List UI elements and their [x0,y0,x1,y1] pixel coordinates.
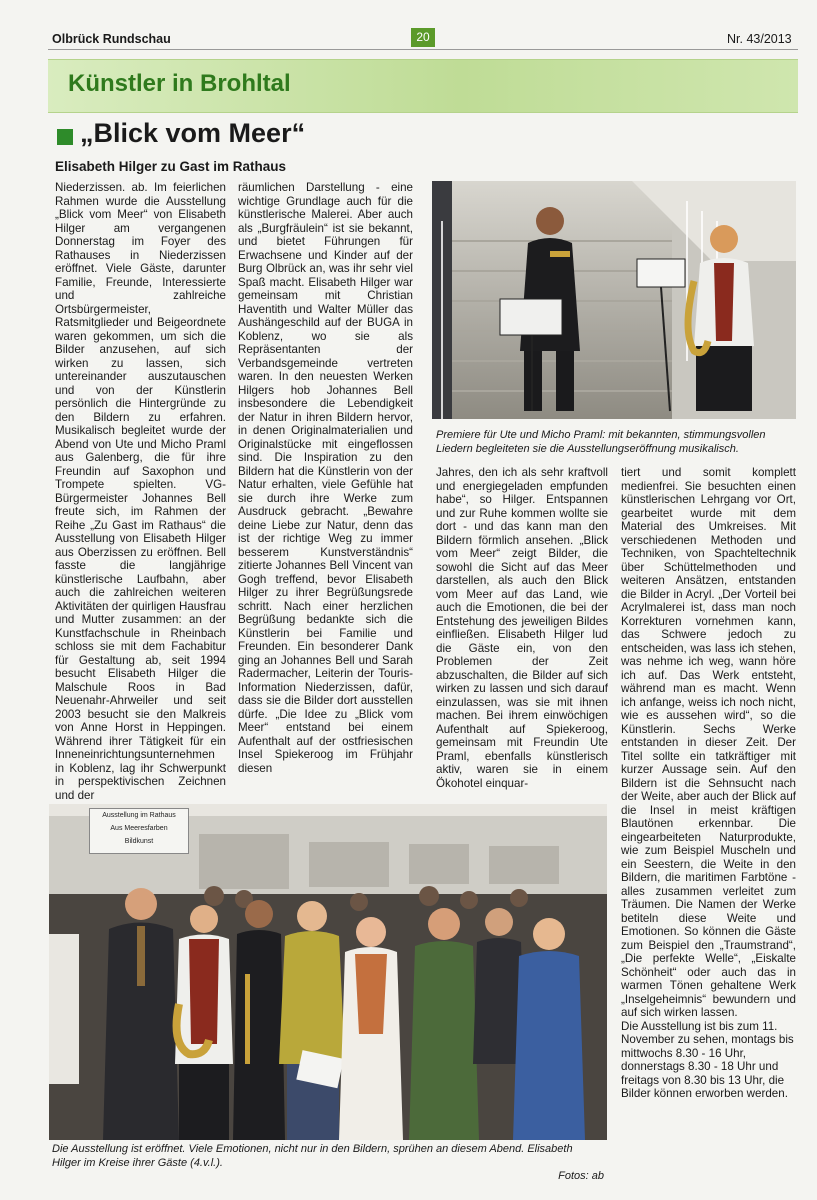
article-column-3 [436,466,608,790]
article-headline: „Blick vom Meer“ [80,118,306,148]
publication-name: Olbrück Rundschau [52,32,171,46]
photo-credit: Fotos: ab [558,1170,604,1182]
photo-sign [89,808,189,854]
article-column-4 [621,466,796,1101]
section-title: Künstler in Brohltal [68,70,291,97]
photo-sign-line-3: Bildkunst [124,838,154,845]
column-4-closing: Die Ausstellung ist bis zum 11. November zu sehen, montags bis mittwochs 8.30 - 16 Uhr, donnerstags 8.30 - 18 Uhr und freitags von 8.30 bis 13 Uhr, die Bilder können erworben werden. [621,1019,794,1100]
photo-sign-line-1: Ausstellung im Rathaus [102,812,176,819]
page-number: 20 [411,28,435,47]
issue-number: Nr. 43/2013 [727,32,792,46]
article-subheadline: Elisabeth Hilger zu Gast im Rathaus [55,159,287,174]
headline-marker [57,129,73,145]
header-rule [48,49,798,50]
photo-group-caption [52,1143,604,1184]
column-4-text: tiert und somit komplett medienfrei. Sie besuchten einen künstlerischen Lehrgang vor Ort, gearbeitet wurde mit dem Material des Umkreises. Mit verschiedenen Methoden und Techniken, von Spachteltechnik über Schüttelmethoden und weiteren Ansätzen, entstanden die Bilder in Acryl. „Der Vorteil bei Acrylmalerei ist, dass man noch Korrekturen vornehmen kann, das Schwere jedoch zu entscheiden, was lass ich stehen, was nehme ich weg, wann höre ich auf. Das Werk entsteht, während man es macht. Wenn ich anfange, weiss ich noch nicht, wie es aussehen wird“, so die Künstlerin. Sechs Werke entstanden in dieser Zeit. Der Titel sollte ein tatkräftiger mit kurzer Aussage sein. Auf den Bildern ist die Sehnsucht nach der Weite, aber auch der Blick auf die Insel in meist kräftigen Blautönen erkennbar. Die eingearbeiteten Naturprodukte, wie zum Beispiel Muscheln und ein Seestern, die Weite in den Bildern, die maritimen Farbtöne - alles zusammen verleitet zum Träumen. Die Namen der Werke betiteln diese Weite und Emotionen. So können die Gäste zum Beispiel den „Traumstrand“, „Die perfekte Welle“, „Eiskalte Schönheit“ oder auch das in warmen Tönen gehaltene Werk „Inselgeheimnis“ bewundern und auf sich wirken lassen. [621,466,796,1019]
column-3-text: Jahres, den ich als sehr kraftvoll und energiegeladen empfunden habe“, so Hilger. Entspannen und zur Ruhe kommen wollte sie dort - und das kann man den Bildern förmlich ansehen. „Blick vom Meer“ zeigt Bilder, die sowohl die Sicht auf das Meer darstellen, als auch den Blick vom Meer auf das Land, wie auch die Emotionen, die bei der Entstehung des jeweiligen Bildes einfließen. Elisabeth Hilger lud die Gäste ein, von den Problemen der Zeit abzuschalten, die Bilder auf sich wirken zu lassen und sich darauf einzulassen, was sie mit ihnen machen. Bei ihrem einwöchigen Aufenthalt auf Spiekeroog, gemeinsam mit Freundin Ute Praml, ebenfalls künstlerisch aktiv, waren sie in einem Ökohotel einquar- [436,466,608,790]
article-column-1 [55,181,226,802]
photo-sign-line-2: Aus Meeresfarben [110,825,168,832]
group-illustration [49,804,607,1140]
photo-group-caption-text: Die Ausstellung ist eröffnet. Viele Emotionen, nicht nur in den Bildern, sprühen an diesem Abend. Elisabeth Hilger im Kreise ihrer Gäste (4.v.l.). [52,1143,573,1169]
column-1-text: Niederzissen. ab. Im feierlichen Rahmen wurde die Ausstellung „Blick vom Meer“ von Elisabeth Hilger am vergangenen Donnerstag im Foyer des Rathauses in Niederzissen eröffnet. Viele Gäste, darunter Familie, Freunde, Interessierte und zahlreiche Ortsbürgermeister, Ratsmitglieder und Beigeordnete waren gekommen, um sich die Bilder anzusehen, auf sich wirken zu lassen, sich untereinander auszutauschen und von der Künstlerin persönlich die Hintergründe zu den Bildern zu erfahren. Musikalisch begleitet wurde der Abend von Ute und Micho Praml aus Galenberg, die für ihre Freundin auf Saxophon und Trompete spielten. VG-Bürgermeister Johannes Bell freute sich, im Rahmen der Reihe „Zu Gast im Rathaus“ die Ausstellung von Elisabeth Hilger aus Oberzissen zu eröffnen. Bell fasste die langjährige künstlerische Laufbahn, aber auch die zahlreichen weiteren Aktivitäten der quirligen Hausfrau und Mutter zusammen: an der Kunstfachschule in Rheinbach schloss sie mit dem Fachabitur für Gestaltung ab, seit 1994 besucht Elisabeth Hilger die Malschule Roos in Bad Neuenahr-Ahrweiler und seit 2003 besucht sie den Malkreis von Anne Horst in Heppingen. Während ihrer Tätigkeit für ein Inneneinrichtungsunternehmen in Koblenz, lag ihr Schwerpunkt in perspektivischen Zeichnen und der [55,181,226,802]
photo-group [49,804,607,1140]
column-2-text: räumlichen Darstellung - eine wichtige Grundlage auch für die künstlerische Malerei. Aber auch als „Burgfräulein“ ist sie bekannt, und bietet Führungen für Erwachsene und Kinder auf der Burg Olbrück an, was ihr sehr viel Spaß macht. Elisabeth Hilger war gemeinsam mit Christian Haventith und Walter Müller das Aushängeschild auf der BUGA in Koblenz, wo sie als Repräsentanten der Verbandsgemeinde vertreten waren. In den neuesten Werken Hilgers hob Johannes Bell insbesondere die Lebendigkeit der Natur in ihren Bildern hervor, in denen Originalmaterialien und Originalstücke mit eingeflossen sind. Die Inspiration zu den Bildern hat die Künstlerin von der Natur erhalten, viele Gefühle hat sie durch ihre Werke zum Ausdruck gebracht. „Bewahre deine Liebe zur Natur, denn das ist der richtige Weg zu immer besserem Kunstverständnis“ zitierte Johannes Bell Vincent van Gogh treffend, bevor Elisabeth Hilger zu ihrer Begrüßungsrede schritt. Nach einer herzlichen Begrüßung bedankte sich die Künstlerin bei Familie und Freunden. Ein besonderer Dank ging an Johannes Bell und Sarah Radermacher, Leiterin der Touris-Information Niederzissen, dafür, dass sie die Bilder dort ausstellen dürfe. „Die Idee zu „Blick vom Meer“ entstand bei einem Aufenthalt auf der ostfriesischen Insel Spiekeroog im Frühjahr diesen [238,181,413,775]
article-column-2 [238,181,413,775]
photo-musicians [432,181,796,419]
photo-musicians-caption: Premiere für Ute und Micho Praml: mit bekannten, stimmungsvollen Liedern begleiteten sie die Ausstellungseröffnung musikalisch. [436,429,766,455]
musicians-illustration [432,181,796,419]
